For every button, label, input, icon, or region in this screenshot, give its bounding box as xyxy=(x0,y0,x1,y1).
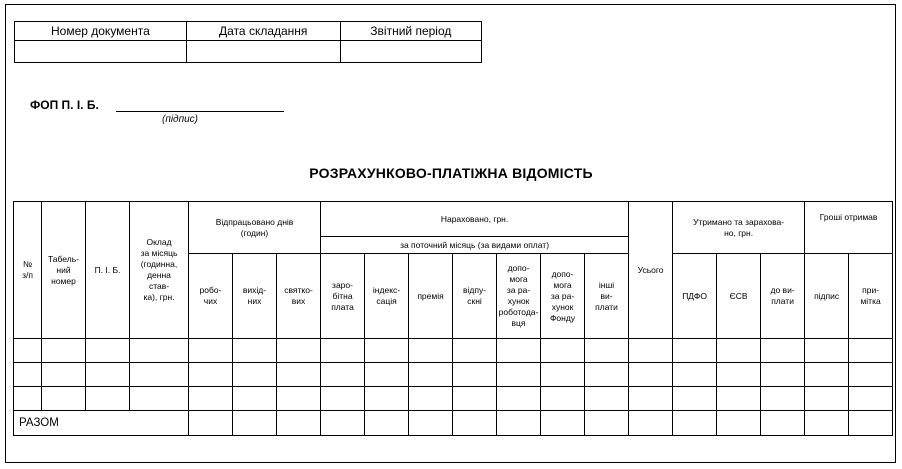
col-current-month: за поточний місяць (за видами оплат) xyxy=(321,237,629,254)
table-cell[interactable] xyxy=(541,411,585,436)
table-cell[interactable] xyxy=(497,387,541,411)
table-cell[interactable] xyxy=(849,387,893,411)
col-vacation: відпу- скні xyxy=(453,254,497,339)
document-header-table xyxy=(14,21,482,63)
col-to-pay: до ви- плати xyxy=(761,254,805,339)
table-cell[interactable] xyxy=(805,387,849,411)
page-title: РОЗРАХУНКОВО-ПЛАТІЖНА ВІДОМІСТЬ xyxy=(309,165,593,181)
table-cell[interactable] xyxy=(453,363,497,387)
table-cell[interactable] xyxy=(761,411,805,436)
table-cell[interactable] xyxy=(761,363,805,387)
table-cell[interactable] xyxy=(629,363,673,387)
table-cell[interactable] xyxy=(277,363,321,387)
table-cell[interactable] xyxy=(497,411,541,436)
table-cell[interactable] xyxy=(189,387,233,411)
table-cell[interactable] xyxy=(453,339,497,363)
fop-signature-line[interactable] xyxy=(116,111,284,112)
table-row xyxy=(14,339,893,363)
table-cell[interactable] xyxy=(717,339,761,363)
table-cell[interactable] xyxy=(277,387,321,411)
table-cell[interactable] xyxy=(629,339,673,363)
col-employer-aid: допо- мога за ра- хунок роботода- вця xyxy=(497,254,541,339)
table-cell[interactable] xyxy=(86,339,130,363)
total-label: РАЗОМ xyxy=(14,411,189,436)
table-cell[interactable] xyxy=(277,339,321,363)
period-cell[interactable] xyxy=(340,41,481,63)
table-cell[interactable] xyxy=(849,411,893,436)
table-cell[interactable] xyxy=(409,411,453,436)
payroll-table xyxy=(13,201,893,436)
table-cell[interactable] xyxy=(409,363,453,387)
table-cell[interactable] xyxy=(321,387,365,411)
col-pdfo: ПДФО xyxy=(673,254,717,339)
col-indexation: індекс- сація xyxy=(365,254,409,339)
table-cell[interactable] xyxy=(42,339,86,363)
table-cell[interactable] xyxy=(42,387,86,411)
col-money: Гроші отримав xyxy=(805,202,893,254)
table-cell[interactable] xyxy=(497,363,541,387)
table-cell[interactable] xyxy=(761,339,805,363)
table-cell[interactable] xyxy=(673,411,717,436)
doc-number-cell[interactable] xyxy=(15,41,187,63)
table-cell[interactable] xyxy=(365,363,409,387)
table-cell[interactable] xyxy=(321,411,365,436)
table-cell[interactable] xyxy=(805,411,849,436)
table-cell[interactable] xyxy=(717,363,761,387)
table-cell[interactable] xyxy=(409,387,453,411)
period-header: Звітний період xyxy=(340,22,481,41)
table-cell[interactable] xyxy=(130,339,189,363)
table-cell[interactable] xyxy=(130,387,189,411)
col-salary: Оклад за місяць (годинна, денна став- ка), грн. xyxy=(130,202,189,339)
table-cell[interactable] xyxy=(673,363,717,387)
table-cell[interactable] xyxy=(321,363,365,387)
table-cell[interactable] xyxy=(497,339,541,363)
table-cell[interactable] xyxy=(585,339,629,363)
table-cell[interactable] xyxy=(233,387,277,411)
col-holidays: святко- вих xyxy=(277,254,321,339)
table-cell[interactable] xyxy=(453,387,497,411)
col-days-off: вихід- них xyxy=(233,254,277,339)
col-other: інші ви- плати xyxy=(585,254,629,339)
col-working-days: робо- чих xyxy=(189,254,233,339)
col-accrued: Нараховано, грн. xyxy=(321,202,629,237)
col-signature: підпис xyxy=(805,254,849,339)
table-cell[interactable] xyxy=(717,411,761,436)
col-tab-number: Табель- ний номер xyxy=(42,202,86,339)
col-fund-aid: допо- мога за ра- хунок Фонду xyxy=(541,254,585,339)
date-header: Дата складання xyxy=(186,22,340,41)
table-cell[interactable] xyxy=(130,363,189,387)
table-cell[interactable] xyxy=(409,339,453,363)
doc-number-header: Номер документа xyxy=(15,22,187,41)
col-total: Усього xyxy=(629,202,673,339)
table-cell[interactable] xyxy=(14,387,42,411)
table-cell[interactable] xyxy=(86,387,130,411)
table-row xyxy=(14,363,893,387)
table-cell[interactable] xyxy=(14,363,42,387)
col-pib: П. І. Б. xyxy=(86,202,130,339)
col-num: № з/п xyxy=(14,202,42,339)
table-cell[interactable] xyxy=(805,339,849,363)
table-cell[interactable] xyxy=(541,363,585,387)
col-note: при- мітка xyxy=(849,254,893,339)
table-cell[interactable] xyxy=(761,387,805,411)
col-esv: ЄСВ xyxy=(717,254,761,339)
table-cell[interactable] xyxy=(717,387,761,411)
col-worked: Відпрацьовано днів (годин) xyxy=(189,202,321,254)
table-cell[interactable] xyxy=(189,411,233,436)
table-cell[interactable] xyxy=(629,387,673,411)
table-cell[interactable] xyxy=(233,411,277,436)
table-cell[interactable] xyxy=(453,411,497,436)
table-cell[interactable] xyxy=(189,363,233,387)
total-row xyxy=(14,411,893,436)
table-cell[interactable] xyxy=(673,339,717,363)
table-cell[interactable] xyxy=(277,411,321,436)
table-cell[interactable] xyxy=(14,339,42,363)
table-cell[interactable] xyxy=(849,339,893,363)
table-row xyxy=(14,387,893,411)
signature-caption: (підпис) xyxy=(162,114,198,125)
table-cell[interactable] xyxy=(541,387,585,411)
table-cell[interactable] xyxy=(233,339,277,363)
col-salary-pay: заро- бітна плата xyxy=(321,254,365,339)
col-bonus: премія xyxy=(409,254,453,339)
table-cell[interactable] xyxy=(86,363,130,387)
table-cell[interactable] xyxy=(673,387,717,411)
table-cell[interactable] xyxy=(585,387,629,411)
table-cell[interactable] xyxy=(365,411,409,436)
table-cell[interactable] xyxy=(629,411,673,436)
table-cell[interactable] xyxy=(365,387,409,411)
date-cell[interactable] xyxy=(186,41,340,63)
table-cell[interactable] xyxy=(365,339,409,363)
table-cell[interactable] xyxy=(233,363,277,387)
fop-label: ФОП П. І. Б. xyxy=(30,98,99,112)
table-cell[interactable] xyxy=(805,363,849,387)
table-cell[interactable] xyxy=(189,339,233,363)
col-withheld: Утримано та зарахова- но, грн. xyxy=(673,202,805,254)
table-cell[interactable] xyxy=(42,363,86,387)
table-cell[interactable] xyxy=(585,363,629,387)
table-cell[interactable] xyxy=(585,411,629,436)
table-cell[interactable] xyxy=(541,339,585,363)
table-cell[interactable] xyxy=(321,339,365,363)
table-cell[interactable] xyxy=(849,363,893,387)
